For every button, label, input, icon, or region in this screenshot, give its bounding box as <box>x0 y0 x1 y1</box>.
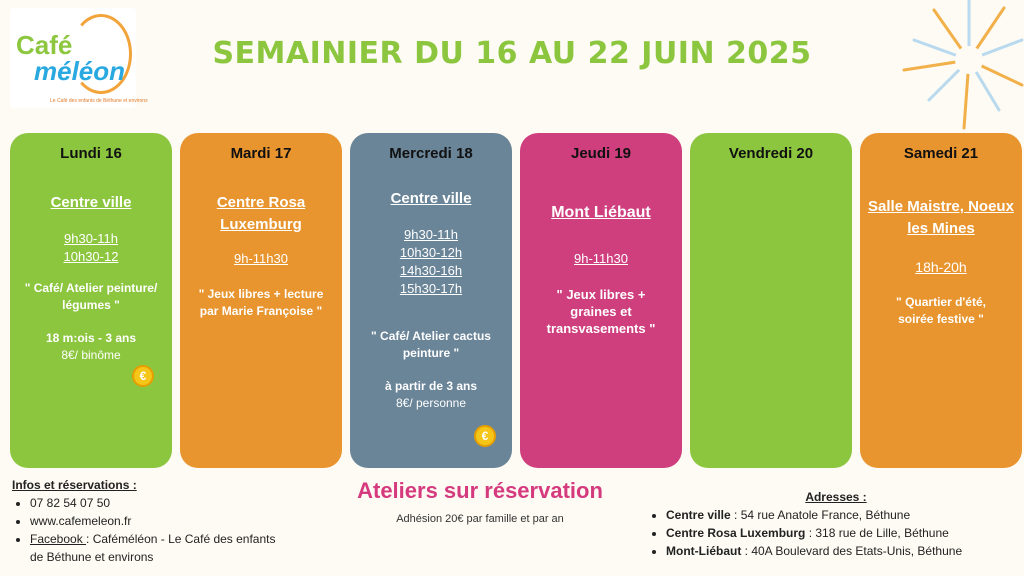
activity-desc: " Café/ Atelier peinture/ légumes " <box>24 281 158 312</box>
day-title: Vendredi 20 <box>728 145 814 162</box>
activity-desc: " Jeux libres + graines et transvasements " <box>546 287 656 336</box>
adhesion-text: Adhésion 20€ par famille et par an <box>396 513 564 525</box>
firework-icon <box>874 0 1024 130</box>
time-slot[interactable]: 14h30-16h <box>399 263 463 278</box>
address-text: : 54 rue Anatole France, Béthune <box>730 508 911 522</box>
addresses-heading: Adresses : <box>805 490 867 504</box>
day-title: Mercredi 18 <box>389 145 473 162</box>
day-card-samedi <box>860 133 1022 468</box>
age-range: 18 m:ois - 3 ans <box>45 331 137 345</box>
facebook-text: : Caféméléon - Le Café des enfants de Béthune et environs <box>30 532 276 564</box>
logo-tagline: Le Café des enfants de Béthune et environs <box>50 98 148 104</box>
day-title: Mardi 17 <box>230 145 292 162</box>
time-slot[interactable]: 10h30-12 <box>63 249 119 264</box>
ateliers-heading: Ateliers sur réservation <box>357 478 603 503</box>
time-slot[interactable]: 9h-11h30 <box>234 251 288 266</box>
address-item <box>666 524 1024 542</box>
day-card-vendredi <box>690 133 852 468</box>
time-slot[interactable]: 9h30-11h <box>64 231 118 246</box>
website-link[interactable]: • www.cafemeleon.fr <box>30 512 280 530</box>
time-slot[interactable]: 9h-11h30 <box>574 251 628 266</box>
price: 8€/ binôme <box>61 348 121 362</box>
address-item <box>666 506 1024 524</box>
day-card-mardi <box>180 133 342 468</box>
address-item <box>666 542 1024 560</box>
place-link[interactable]: Centre ville <box>50 194 132 211</box>
info-heading: Infos et réservations : <box>12 478 137 492</box>
euro-coin-icon: € <box>132 365 154 387</box>
euro-coin-icon: € <box>474 425 496 447</box>
place-link[interactable]: Mont Liébaut <box>551 204 651 221</box>
facebook-link[interactable]: Facebook <box>30 532 87 546</box>
time-slot[interactable]: 15h30-17h <box>399 281 463 296</box>
phone-number[interactable]: • 07 82 54 07 50 <box>30 494 280 512</box>
age-range: à partir de 3 ans <box>384 379 478 393</box>
address-text: : 40A Boulevard des Etats-Unis, Béthune <box>741 544 963 558</box>
address-name: Mont-Liébaut <box>666 544 742 558</box>
time-slot[interactable]: 18h-20h <box>915 259 967 275</box>
day-title: Samedi 21 <box>903 145 979 162</box>
day-card-mercredi <box>350 133 512 468</box>
address-name: Centre Rosa Luxemburg <box>666 526 806 540</box>
place-link[interactable]: Salle Maistre, Noeux les Mines <box>868 198 1014 237</box>
day-card-jeudi <box>520 133 682 468</box>
day-title: Jeudi 19 <box>570 145 632 162</box>
time-slot[interactable]: 9h30-11h <box>404 227 458 242</box>
activity-desc: " Jeux libres + lecture par Marie Françoise " <box>198 287 324 318</box>
time-slot[interactable]: 10h30-12h <box>399 245 463 260</box>
address-name: Centre ville <box>666 508 731 522</box>
price: 8€/ personne <box>395 396 467 410</box>
place-link[interactable]: Centre Rosa Luxemburg <box>216 194 306 233</box>
activity-desc: " Quartier d'été, soirée festive " <box>896 295 986 326</box>
info-section <box>12 476 280 566</box>
address-text: : 318 rue de Lille, Béthune <box>805 526 949 540</box>
activity-desc: " Café/ Atelier cactus peinture " <box>371 329 491 360</box>
page-title: SEMAINIER DU 16 AU 22 JUIN 2025 <box>212 36 812 71</box>
addresses-section <box>648 488 1024 560</box>
day-card-lundi <box>10 133 172 468</box>
logo-meleon-text: méléon <box>34 56 126 86</box>
facebook-item <box>30 530 280 566</box>
day-title: Lundi 16 <box>60 145 122 162</box>
place-link[interactable]: Centre ville <box>390 190 472 207</box>
logo-cafe-text: Café <box>16 30 73 60</box>
